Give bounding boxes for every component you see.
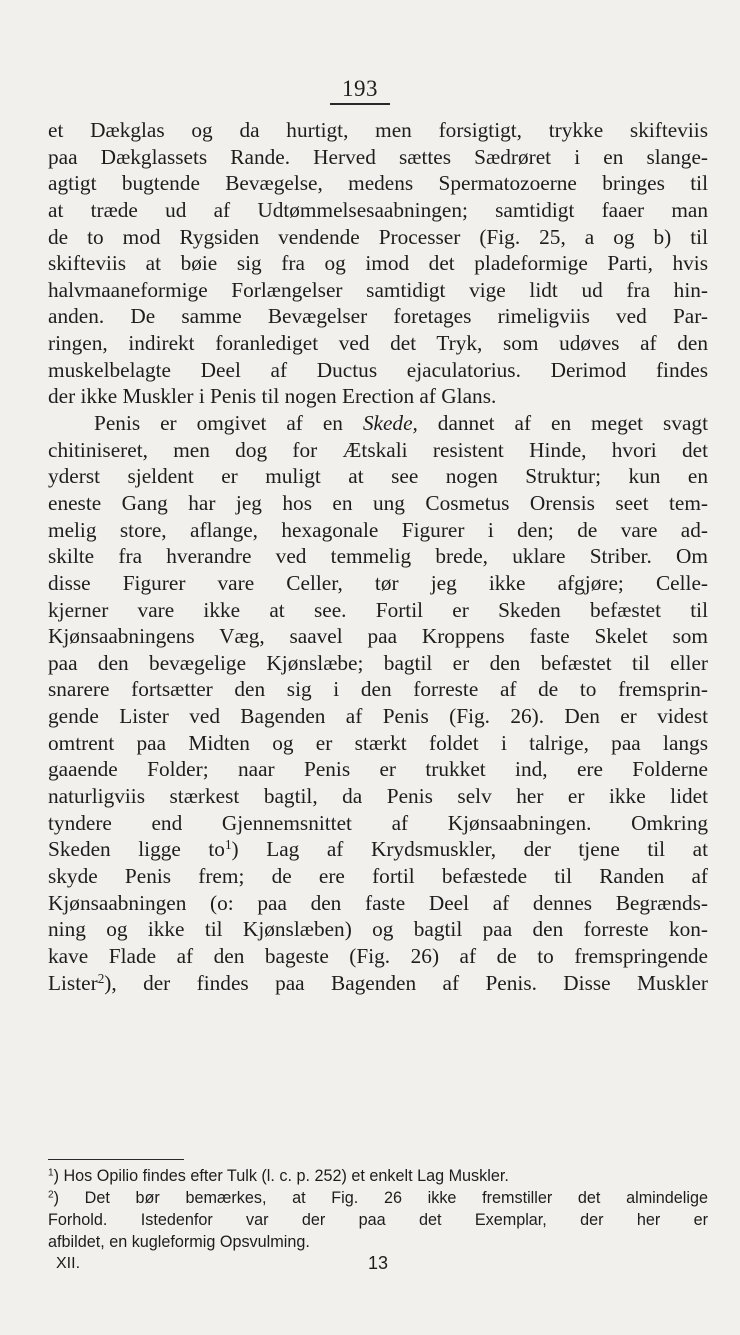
text-line: paa den bevægelige Kjønslæbe; bagtil er den befæstet til eller <box>48 650 708 675</box>
italic-term: Skede, <box>362 411 418 436</box>
footnote-2 <box>48 1187 708 1209</box>
text-line: de to mod Rygsiden vendende Processer (Fig. 25, a og b) til <box>48 224 708 249</box>
text-line: gende Lister ved Bagenden af Penis (Fig. 26). Den er videst <box>48 704 708 729</box>
footnote-ref-2[interactable]: 2 <box>97 970 105 986</box>
text-line: skyde Penis frem; de ere fortil befæstede til Randen af <box>48 863 708 888</box>
footnote-text-line: Forhold. Istedenfor var der paa det Exemplar, der her er <box>48 1211 708 1229</box>
text-line: Kjønsaabningen (o: paa den faste Deel af dennes Begrænds- <box>48 890 708 915</box>
text-segment: Skeden ligge to <box>48 837 225 862</box>
footnote-ref-1[interactable]: 1 <box>224 837 232 853</box>
sheet-number: 13 <box>368 1253 389 1273</box>
text-line-with-footnote-ref <box>48 970 708 997</box>
paragraph-first-line <box>48 410 708 437</box>
text-line: anden. De samme Bevægelser foretages rimeligviis ved Par- <box>48 304 708 329</box>
text-line: kave Flade af den bageste (Fig. 26) af de to fremspringende <box>48 943 708 968</box>
text-line: et Dækglas og da hurtigt, men forsigtigt, trykke skifteviis <box>48 118 708 142</box>
footnote-text: ) Det bør bemærkes, at Fig. 26 ikke fremstiller det almindelige <box>53 1189 708 1207</box>
page-number-underline <box>330 103 390 105</box>
text-line: skilte fra hverandre ved temmelig brede, uklare Striber. Om <box>48 544 708 569</box>
footnote-text: ) Hos Opilio findes efter Tulk (l. c. p. 252) et enkelt Lag Muskler. <box>53 1167 509 1185</box>
footnote-mark: 1 <box>48 1167 54 1179</box>
text-line: ning og ikke til Kjønslæben) og bagtil paa den forreste kon- <box>48 917 708 942</box>
text-line: omtrent paa Midten og er stærkt foldet i talrige, paa langs <box>48 730 708 755</box>
text-line: Kjønsaabningens Væg, saavel paa Kroppens faste Skelet som <box>48 624 708 649</box>
text-line: snarere fortsætter den sig i den forreste af de to fremsprin- <box>48 677 708 702</box>
body-text <box>48 117 708 996</box>
footnote-separator <box>48 1159 184 1160</box>
text-line: agtigt bugtende Bevægelse, medens Spermatozoerne bringes til <box>48 171 708 196</box>
text-segment: dannet af en meget svagt <box>417 411 708 436</box>
text-line: muskelbelagte Deel af Ductus ejaculatorius. Derimod findes <box>48 357 708 382</box>
text-line: naturligviis stærkest bagtil, da Penis selv her er ikke lidet <box>48 784 708 809</box>
text-line-with-footnote-ref <box>48 836 708 863</box>
text-line: ringen, indirekt foranlediget ved det Tryk, som udøves af den <box>48 331 708 356</box>
text-line: at træde ud af Udtømmelsesaabningen; samtidigt faaer man <box>48 197 708 222</box>
text-line: paa Dækglassets Rande. Herved sættes Sædrøret i en slange- <box>48 144 708 169</box>
footnote-text-line: afbildet, en kugleformig Opsvulming. <box>48 1233 310 1251</box>
text-line: der ikke Muskler i Penis til nogen Erection af Glans. <box>48 384 497 409</box>
text-segment: ), der findes paa Bagenden af Penis. Disse Muskler <box>104 970 708 995</box>
printer-signature: XII. <box>56 1255 81 1272</box>
page-number: 193 <box>342 76 378 101</box>
text-line: skifteviis at bøie sig fra og imod det pladeformige Parti, hvis <box>48 251 708 276</box>
text-line: melig store, aflange, hexagonale Figurer i den; de vare ad- <box>48 517 708 542</box>
text-line: tyndere end Gjennemsnittet af Kjønsaabningen. Omkring <box>48 810 708 835</box>
text-line: yderst sjeldent er muligt at see nogen Struktur; kun en <box>48 464 708 489</box>
footnote-1 <box>48 1165 708 1187</box>
text-segment: Penis er omgivet af en <box>94 411 363 436</box>
text-segment: Lister <box>48 970 98 995</box>
text-line: eneste Gang har jeg hos en ung Cosmetus Orensis seet tem- <box>48 490 708 515</box>
text-segment: ) Lag af Krydsmuskler, der tjene til at <box>231 837 708 862</box>
text-line: gaaende Folder; naar Penis er trukket ind, ere Folderne <box>48 757 708 782</box>
footnote-mark: 2 <box>48 1189 54 1201</box>
text-line: disse Figurer vare Celler, tør jeg ikke afgjøre; Celle- <box>48 570 708 595</box>
text-line: chitiniseret, men dog for Ætskali resistent Hinde, hvori det <box>48 437 708 462</box>
text-line: kjerner vare ikke at see. Fortil er Skeden befæstet til <box>48 597 708 622</box>
text-line: halvmaaneformige Forlængelser samtidigt vige lidt ud fra hin- <box>48 277 708 302</box>
footnotes <box>48 1165 708 1253</box>
